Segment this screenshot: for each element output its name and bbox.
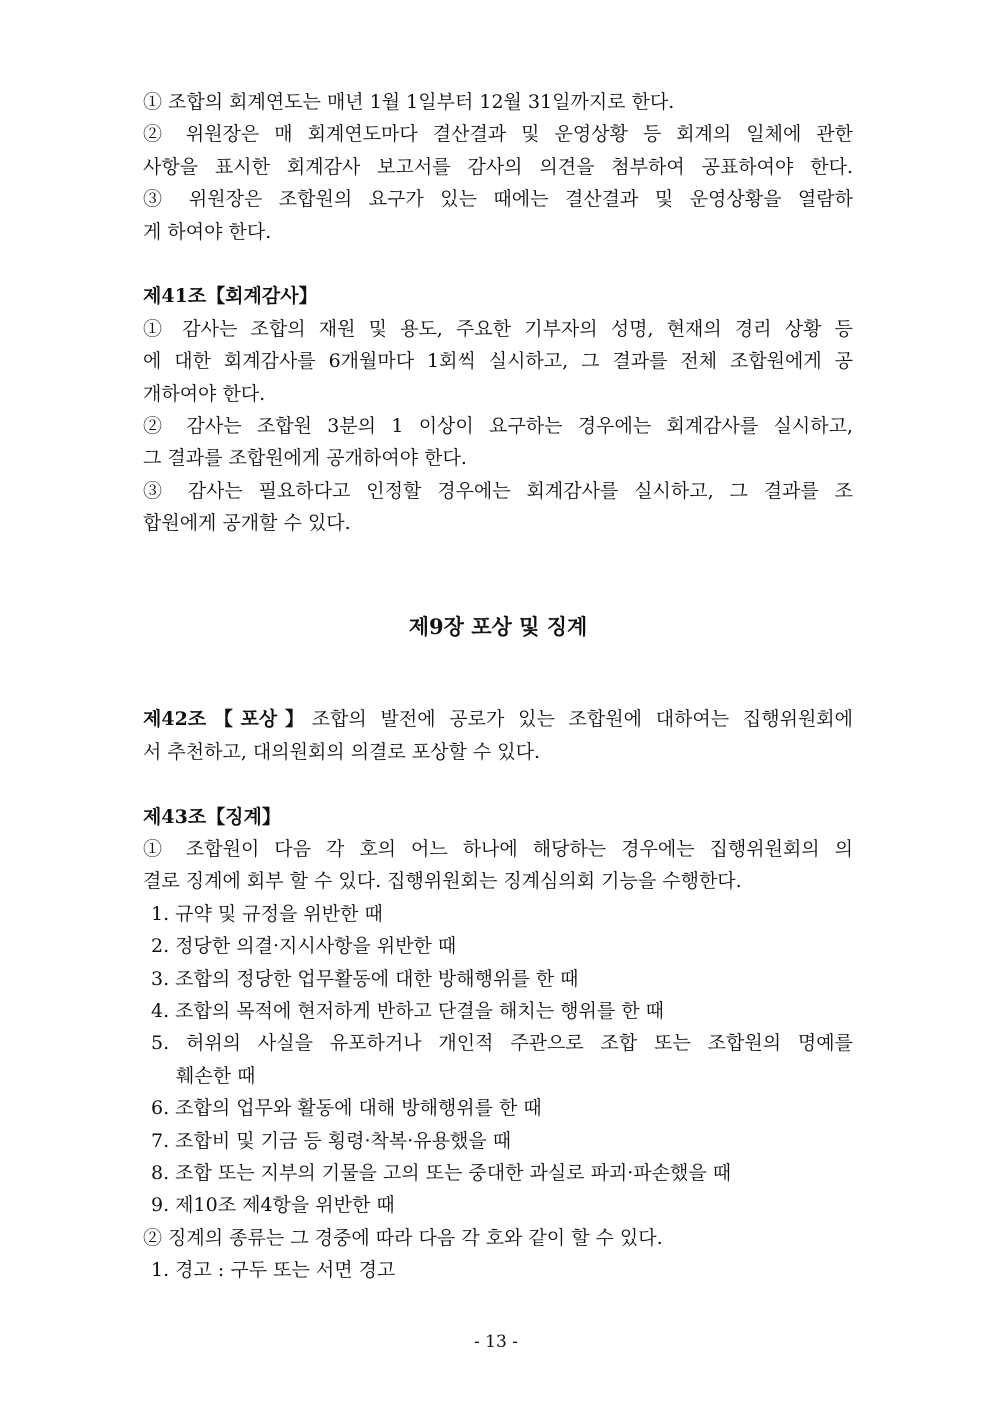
article-41-para-3-line-2: 합원에게 공개할 수 있다.	[143, 512, 351, 535]
article-41-para-3-line-1: ③ 감사는 필요하다고 인정할 경우에는 회계감사를 실시하고, 그 결과를 조	[143, 479, 853, 502]
list-item: 4. 조합의 목적에 현저하게 반하고 단결을 해치는 행위를 한 때	[151, 999, 664, 1022]
sec40-para-3-line-2: 게 하여야 한다.	[143, 220, 272, 243]
list-item: 7. 조합비 및 기금 등 횡령·착복·유용했을 때	[151, 1129, 512, 1152]
article-41-heading: 제41조【회계감사】	[143, 285, 318, 308]
article-42-line-2: 서 추천하고, 대의원회의 의결로 포상할 수 있다.	[143, 740, 541, 763]
list-item: 8. 조합 또는 지부의 기물을 고의 또는 중대한 과실로 파괴·파손했을 때	[151, 1161, 732, 1184]
article-41-para-2-line-1: ② 감사는 조합원 3분의 1 이상이 요구하는 경우에는 회계감사를 실시하고,	[143, 414, 853, 437]
list-item: 3. 조합의 정당한 업무활동에 대한 방해행위를 한 때	[151, 967, 579, 990]
sec40-para-2-line-1: ② 위원장은 매 회계연도마다 결산결과 및 운영상황 등 회계의 일체에 관한	[143, 123, 853, 146]
list-item: 6. 조합의 업무와 활동에 대해 방해행위를 한 때	[151, 1097, 542, 1120]
article-41-para-1-line-1: ① 감사는 조합의 재원 및 용도, 주요한 기부자의 성명, 현재의 경리 상황 등	[143, 317, 853, 340]
article-41-para-2-line-2: 그 결과를 조합원에게 공개하여야 한다.	[143, 447, 467, 470]
article-41-para-1-line-2: 에 대한 회계감사를 6개월마다 1회씩 실시하고, 그 결과를 전체 조합원에게 공	[143, 350, 853, 373]
list-item-continuation: 훼손한 때	[176, 1064, 256, 1087]
chapter-9-title: 제9장 포상 및 징계	[408, 614, 588, 640]
article-42-line-1	[143, 703, 853, 735]
document-page	[143, 86, 853, 1287]
list-item: 9. 제10조 제4항을 위반한 때	[151, 1194, 395, 1217]
list-item: 5. 허위의 사실을 유포하거나 개인적 주관으로 조합 또는 조합원의 명예를	[151, 1032, 853, 1055]
sec40-para-3-line-1: ③ 위원장은 조합원의 요구가 있는 때에는 결산결과 및 운영상황을 열람하	[143, 188, 853, 211]
page-number: - 13 -	[474, 1332, 518, 1352]
sec40-para-1: ① 조합의 회계연도는 매년 1월 1일부터 12월 31일까지로 한다.	[143, 91, 675, 113]
article-43-para-1-line-1: ① 조합원이 다음 각 호의 어느 하나에 해당하는 경우에는 집행위원회의 의	[143, 838, 853, 861]
article-43-para-2: ② 징계의 종류는 그 경중에 따라 다음 각 호와 같이 할 수 있다.	[143, 1226, 663, 1249]
article-43-para-1-line-2: 결로 징계에 회부 할 수 있다. 집행위원회는 징계심의회 기능을 수행한다.	[143, 870, 742, 893]
article-42-heading: 제42조【포상】	[143, 708, 312, 731]
list-item: 2. 정당한 의결·지시사항을 위반한 때	[151, 935, 457, 958]
list-item: 1. 규약 및 규정을 위반한 때	[151, 902, 383, 925]
sec40-para-2-line-2: 사항을 표시한 회계감사 보고서를 감사의 의견을 첨부하여 공표하여야 한다.	[143, 155, 853, 178]
article-43-heading: 제43조【징계】	[143, 805, 281, 828]
list-item: 1. 경고 : 구두 또는 서면 경고	[151, 1259, 396, 1282]
article-41-para-1-line-3: 개하여야 한다.	[143, 382, 266, 405]
article-42-text: 조합의 발전에 공로가 있는 조합원에 대하여는 집행위원회에	[311, 708, 854, 731]
